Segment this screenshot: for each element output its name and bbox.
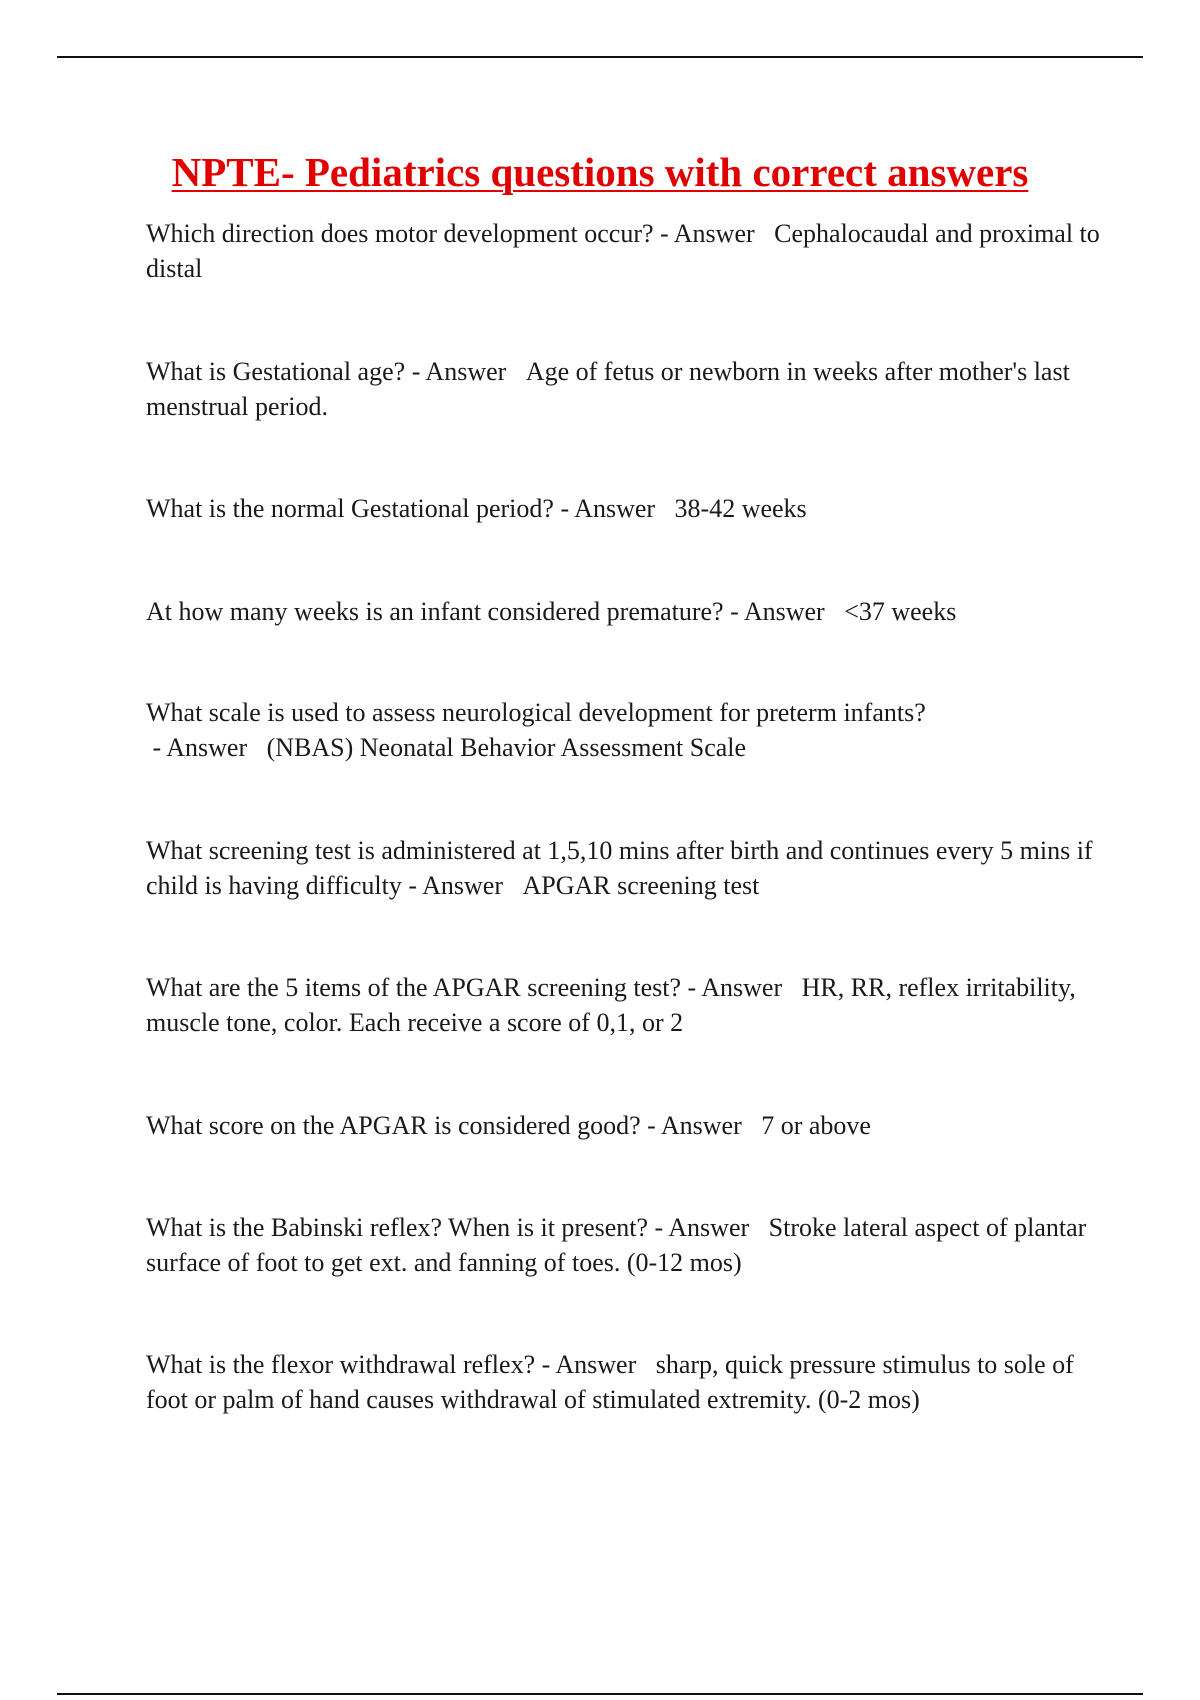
separator: - bbox=[640, 1111, 661, 1140]
qa-item bbox=[146, 1210, 1106, 1280]
top-rule bbox=[57, 56, 1143, 58]
qa-item bbox=[146, 594, 1106, 629]
separator: - bbox=[146, 733, 167, 762]
answer-text: Stroke lateral aspect of plantar surface of foot to get ext. and fanning of toes. (0-12 mos) bbox=[146, 1213, 1087, 1277]
answer-text: Age of fetus or newborn in weeks after mother's last menstrual period. bbox=[146, 357, 1070, 421]
answer-text: <37 weeks bbox=[844, 597, 957, 626]
answer-text: 7 or above bbox=[761, 1111, 871, 1140]
qa-item bbox=[146, 1108, 1106, 1143]
answer-label: Answer bbox=[673, 219, 755, 248]
answer-text: sharp, quick pressure stimulus to sole of foot or palm of hand causes withdrawal of stimulated extremity. (0-2 mos) bbox=[146, 1350, 1074, 1414]
qa-item bbox=[146, 695, 1106, 765]
qa-item bbox=[146, 216, 1106, 286]
question-text: What are the 5 items of the APGAR screening test? bbox=[146, 973, 682, 1002]
question-text: What is the normal Gestational period? bbox=[146, 494, 554, 523]
answer-label: Answer bbox=[555, 1350, 637, 1379]
question-text: What screening test is administered at 1,5,10 mins after birth and continues every 5 mins if child is having difficulty bbox=[146, 836, 1093, 900]
qa-item bbox=[146, 491, 1106, 526]
separator: - bbox=[535, 1350, 556, 1379]
answer-text: (NBAS) Neonatal Behavior Assessment Scale bbox=[266, 733, 747, 762]
separator: - bbox=[681, 973, 702, 1002]
answer-label: Answer bbox=[701, 973, 783, 1002]
question-text: What scale is used to assess neurological development for preterm infants? bbox=[146, 698, 926, 727]
answer-label: Answer bbox=[166, 733, 248, 762]
question-text: What is the flexor withdrawal reflex? bbox=[146, 1350, 536, 1379]
answer-label: Answer bbox=[743, 597, 825, 626]
answer-label: Answer bbox=[668, 1213, 750, 1242]
separator: - bbox=[723, 597, 744, 626]
answer-label: Answer bbox=[422, 871, 503, 900]
separator: - bbox=[405, 357, 426, 386]
answer-label: Answer bbox=[660, 1111, 742, 1140]
answer-label: Answer bbox=[574, 494, 656, 523]
separator: - bbox=[401, 871, 423, 900]
question-text: What score on the APGAR is considered good? bbox=[146, 1111, 641, 1140]
question-text: At how many weeks is an infant considered premature? bbox=[146, 597, 724, 626]
question-text: What is Gestational age? bbox=[146, 357, 406, 386]
separator: - bbox=[653, 219, 674, 248]
answer-text: APGAR screening test bbox=[522, 871, 760, 900]
question-text: Which direction does motor development occur? bbox=[146, 219, 654, 248]
separator: - bbox=[648, 1213, 669, 1242]
document-title: NPTE- Pediatrics questions with correct answers bbox=[171, 149, 1029, 195]
qa-item bbox=[146, 354, 1106, 424]
bottom-rule bbox=[57, 1693, 1143, 1695]
question-text: What is the Babinski reflex? When is it present? bbox=[146, 1213, 649, 1242]
answer-text: 38-42 weeks bbox=[674, 494, 807, 523]
separator: - bbox=[553, 494, 575, 523]
answer-label: Answer bbox=[425, 357, 507, 386]
answer-text: Cephalocaudal and proximal to distal bbox=[146, 219, 1100, 283]
qa-item bbox=[146, 833, 1106, 903]
qa-item bbox=[146, 970, 1106, 1040]
qa-item bbox=[146, 1347, 1106, 1417]
answer-text: HR, RR, reflex irritability, muscle tone, color. Each receive a score of 0,1, or 2 bbox=[146, 973, 1076, 1037]
